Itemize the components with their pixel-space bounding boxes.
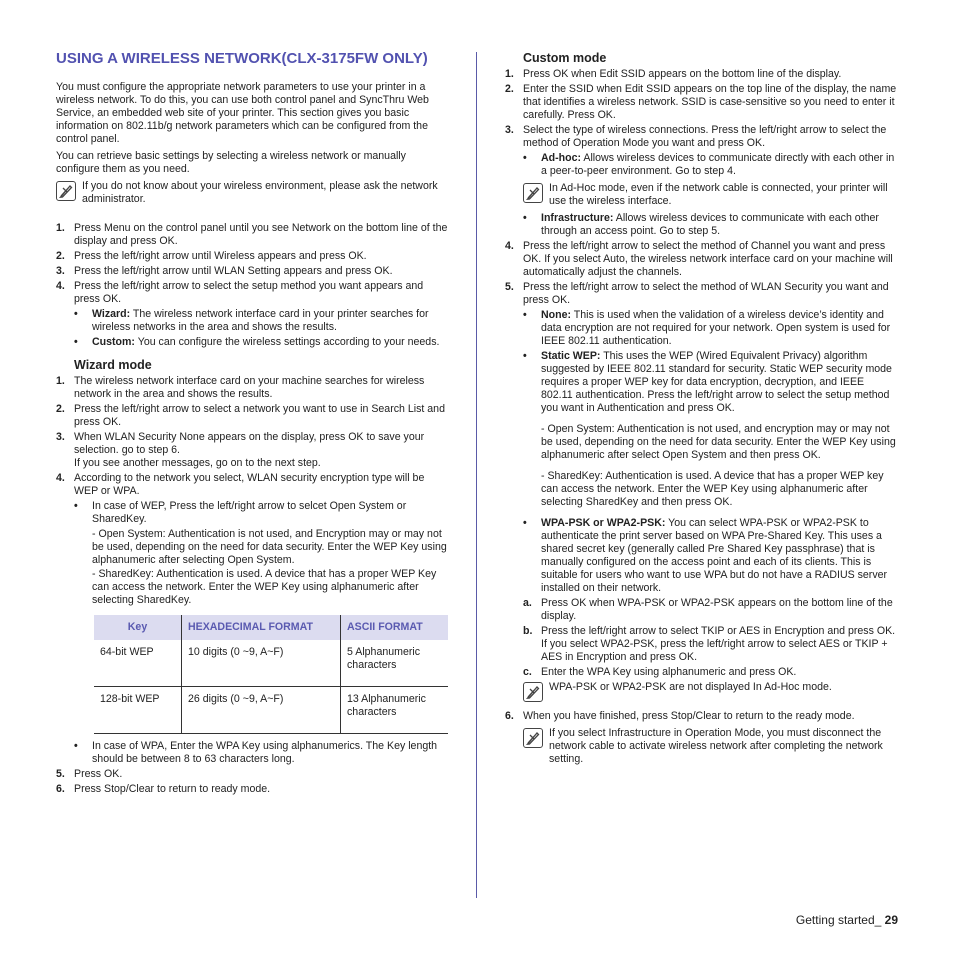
list-item: 3. Press the left/right arrow until WLAN Setting appears and press OK. — [56, 265, 393, 277]
right-column — [505, 50, 897, 770]
list-item: 2. Enter the SSID when Edit SSID appears on the top line of the display, the name that identifies a wireless network. SSID is case-sensitive so you need to enter it carefully. Press OK. — [505, 83, 897, 121]
list-item: 3. When WLAN Security None appears on the display, press OK to save your selection. go to step 6. — [56, 431, 425, 456]
list-item: 4. Press the left/right arrow to select the setup method you want appears and press OK. — [56, 280, 424, 305]
intro-paragraph-2: You can retrieve basic settings by selecting a wireless network or manually configure them as you need. — [56, 150, 406, 175]
list-item: 1. Press Menu on the control panel until you see Network on the bottom line of the display and press OK. — [56, 222, 448, 247]
footer-label: Getting started_ — [795, 913, 882, 927]
note-text: If you do not know about your wireless environment, please ask the network administrator. — [82, 180, 438, 205]
static-wep-bullet: • Static WEP: This uses the WEP (Wired Equivalent Privacy) algorithm suggested by IEEE 802.11 standard for security. Static WEP security mode requires a proper WEP key for data encryption, decryption, and IEEE 802.11 authentication. Press the left/right arrow to select the setup method you want in Authentication and press OK. — [523, 350, 892, 414]
table-header-row: Key HEXADECIMAL FORMAT ASCII FORMAT — [94, 615, 448, 640]
intro-paragraph: You must configure the appropriate network parameters to use your printer in a wireless network. To do this, you can use both control panel and SyncThru Web Service, an embedded web site of your printer. This section gives you basic information on 802.11b/g network parameters which can be configured from the control panel. — [56, 81, 429, 145]
list-item: 1. The wireless network interface card on your machine searches for wireless network in the area and shows the results. — [56, 375, 425, 400]
wizard-heading: Wizard mode — [74, 358, 152, 372]
list-item: b. Press the left/right arrow to select TKIP or AES in Encryption and press OK. If you select WPA2-PSK, press the left/right arrow to select AES or TKIP + AES in Encryption and press OK. — [523, 625, 896, 663]
list-item: 2. Press the left/right arrow to select a network you want to use in Search List and press OK. — [56, 403, 445, 428]
none-bullet: • None: This is used when the validation of a wireless device’s identity and data encryption are not required for your network. Open system is used for IEEE 802.11 authentication. — [523, 309, 891, 347]
wep-key-table — [94, 615, 448, 734]
list-item: 4. Press the left/right arrow to select the method of Channel you want and press OK. If you select Auto, the wireless network interface card on your machine will automatically adjust the channels. — [505, 240, 893, 278]
note-icon — [56, 181, 76, 201]
list-item: 6. When you have finished, press Stop/Clear to return to the ready mode. — [505, 710, 855, 722]
final-note: If you select Infrastructure in Operation Mode, you must disconnect the network cable to activate wireless network after completing the network setting. — [523, 727, 897, 766]
table-row: 128-bit WEP 26 digits (0 ~9, A~F) 13 Alphanumeric characters — [94, 687, 448, 734]
left-column — [56, 50, 448, 798]
note-icon — [523, 183, 543, 203]
wpa-note: WPA-PSK or WPA2-PSK are not displayed In Ad-Hoc mode. — [523, 681, 897, 702]
adhoc-note: In Ad-Hoc mode, even if the network cable is connected, your printer will use the wireless interface. — [523, 182, 897, 208]
table-row: 64-bit WEP 10 digits (0 ~9, A~F) 5 Alphanumeric characters — [94, 640, 448, 687]
static-shared-key: - SharedKey: Authentication is used. A device that has a proper WEP key can access the network. Enter the WEP Key using alphanumeric after selecting SharedKey and then press OK. — [541, 470, 884, 508]
custom-heading: Custom mode — [523, 51, 607, 65]
list-item: 5. Press the left/right arrow to select the method of WLAN Security you want and press OK. — [505, 281, 889, 306]
bullet-item: • Wizard: The wireless network interface card in your printer searches for wireless networks in the area and shows the results. — [74, 308, 429, 333]
infrastructure-bullet: • Infrastructure: Allows wireless devices to communicate with each other through an access point. Go to step 5. — [523, 212, 879, 237]
section-title: USING A WIRELESS NETWORK(CLX-3175FW ONLY) — [56, 50, 428, 67]
wep-details: - Open System: Authentication is not used, and Encryption may or may not be used, depending on the need for data security. Enter the WEP Key using alphanumeric after selecting Open System. - SharedKey: Authentication is used. A device that has a proper WEP Key can access the network. Enter the WEP Key using alphanumeric after selecting SharedKey. — [92, 528, 447, 606]
list-item: 4. According to the network you select, WLAN security encryption type will be WEP or WPA. — [56, 472, 425, 497]
note-icon — [523, 728, 543, 748]
adhoc-bullet: • Ad-hoc: Allows wireless devices to communicate directly with each other in a peer-to-peer environment. Go to step 4. — [523, 152, 895, 177]
list-item: 6. Press Stop/Clear to return to ready mode. — [56, 783, 271, 795]
list-item: 3. Select the type of wireless connections. Press the left/right arrow to select the method of Operation Mode you want and press OK. — [505, 124, 887, 149]
setup-steps — [56, 222, 448, 306]
list-item: a. Press OK when WPA-PSK or WPA2-PSK appears on the bottom line of the display. — [523, 597, 893, 622]
page-number: 29 — [881, 913, 898, 927]
wpa-psk-bullet: • WPA-PSK or WPA2-PSK: You can select WPA-PSK or WPA2-PSK to authenticate the print server based on WPA Pre-Shared Key. This uses a shared secret key (generally called Pre Shared Key passphrase) that is manually configured on the access point and each of its clients. This is suitable for users who want to use WPA but do not have a RADIUS server installed on their network. — [523, 517, 888, 594]
page-footer — [796, 914, 898, 927]
note — [56, 180, 448, 206]
list-item: 1. Press OK when Edit SSID appears on the bottom line of the display. — [505, 68, 842, 80]
column-divider — [476, 52, 477, 898]
static-open-system: - Open System: Authentication is not used, and encryption may or may not be used, depending on the need for data security. Enter the WEP Key using alphanumeric after select Open System and then press OK. — [541, 423, 896, 461]
note-icon — [523, 682, 543, 702]
list-item: 2. Press the left/right arrow until Wireless appears and press OK. — [56, 250, 367, 262]
wpa-bullet: • In case of WPA, Enter the WPA Key using alphanumerics. The Key length should be between 8 to 63 characters long. — [74, 740, 438, 765]
list-item: c. Enter the WPA Key using alphanumeric and press OK. — [523, 666, 797, 678]
list-item: 5. Press OK. — [56, 768, 123, 780]
list-item: If you see another messages, go on to the next step. — [74, 457, 321, 469]
wep-bullet: • In case of WEP, Press the left/right arrow to selcet Open System or SharedKey. — [74, 500, 407, 525]
bullet-item: • Custom: You can configure the wireless settings according to your needs. — [74, 336, 440, 348]
